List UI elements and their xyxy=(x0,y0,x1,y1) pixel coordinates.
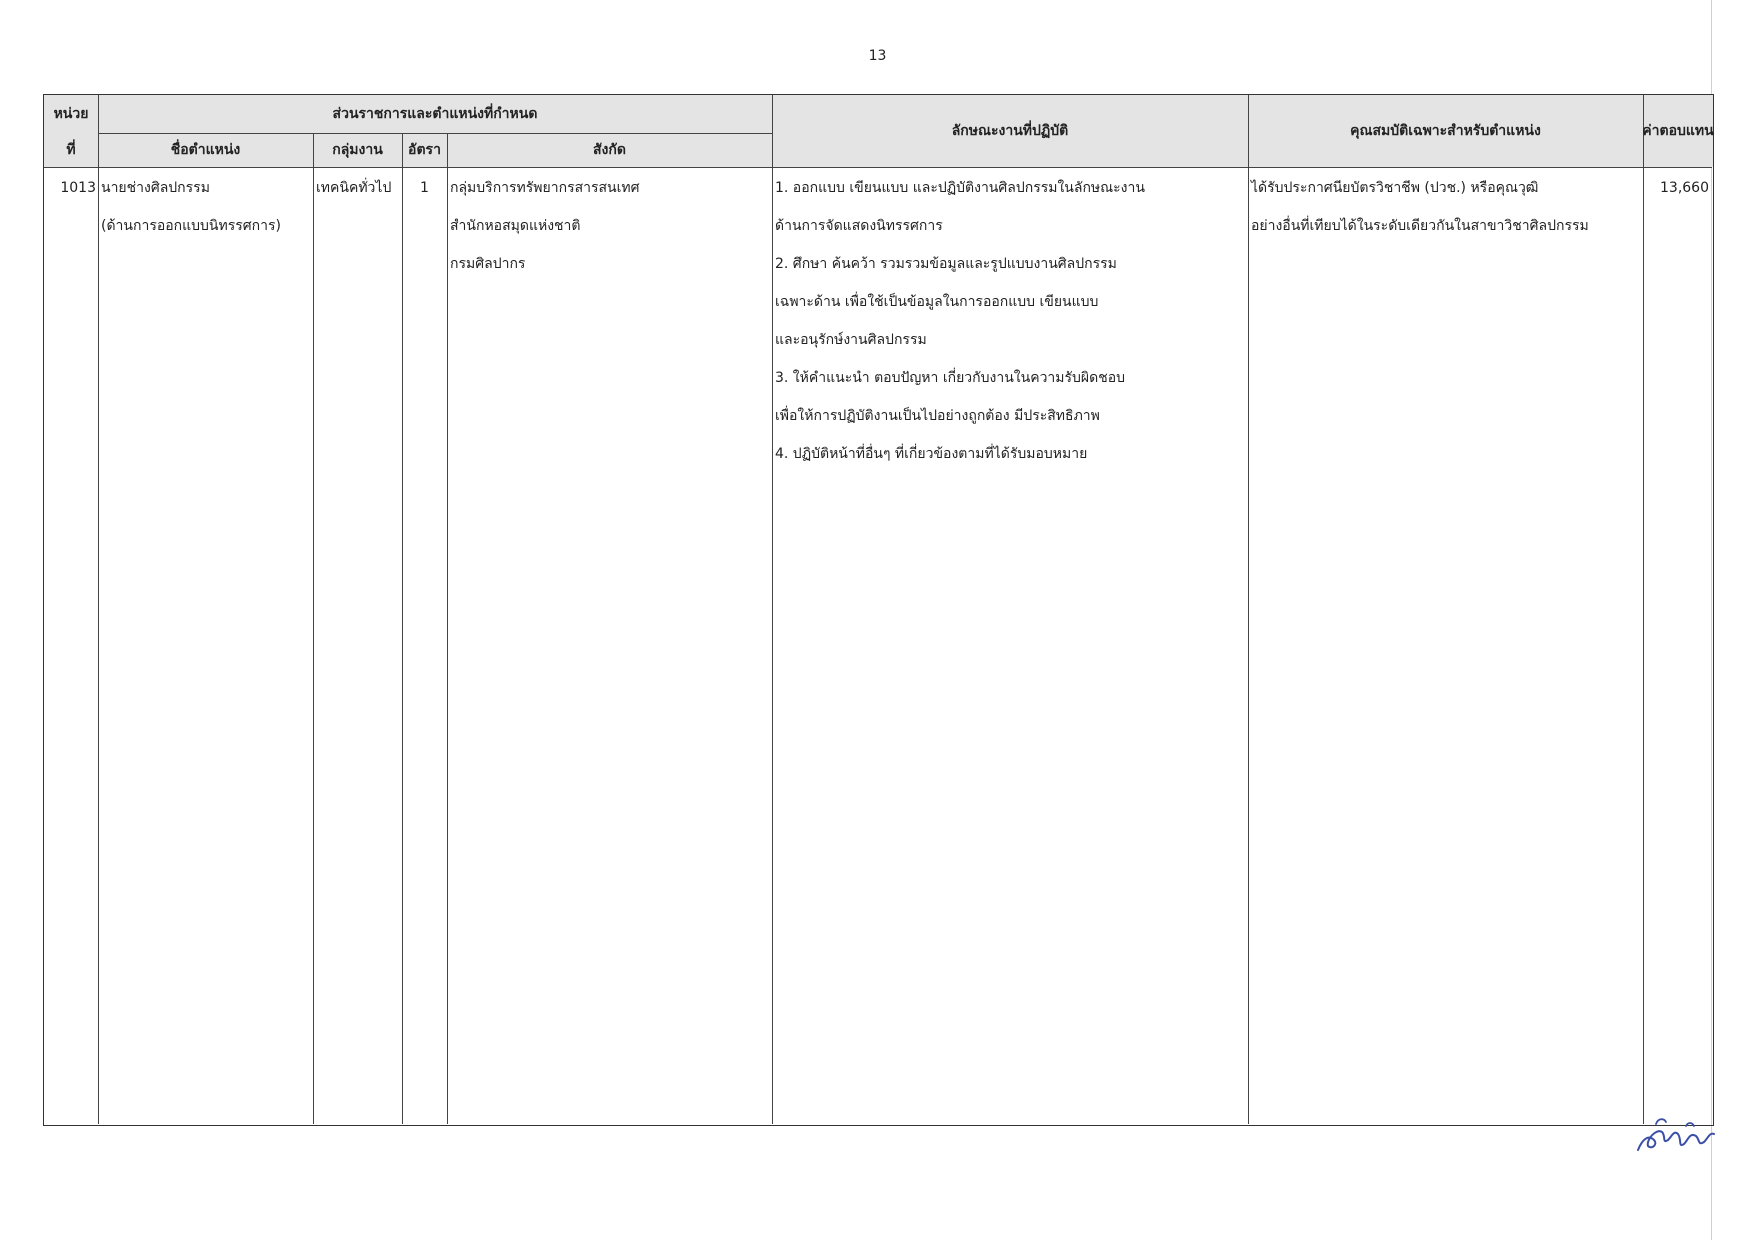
position-table xyxy=(43,94,1714,1126)
duty-line: 3. ให้คำแนะนำ ตอบปัญหา เกี่ยวกับงานในความรับผิดชอบ xyxy=(775,370,1126,386)
duties-cell xyxy=(775,169,1245,473)
affiliation-line: กลุ่มบริการทรัพยากรสารสนเทศ xyxy=(450,180,640,196)
affiliation-cell xyxy=(450,169,770,283)
position-name-cell xyxy=(101,169,311,245)
header-group-title: ส่วนราชการและตำแหน่งที่กำหนด xyxy=(332,106,538,122)
header-compensation: ค่าตอบแทน xyxy=(1642,123,1714,139)
header-unit-line1: หน่วย xyxy=(53,106,89,122)
col-rule-affiliation xyxy=(772,95,773,1124)
col-rule-position xyxy=(313,133,314,1124)
qualification-line: อย่างอื่นที่เทียบได้ในระดับเดียวกันในสาขาวิชาศิลปกรรม xyxy=(1251,218,1589,234)
page-number: 13 xyxy=(868,48,887,64)
affiliation-line: สำนักหอสมุดแห่งชาติ xyxy=(450,218,581,234)
duty-line: 1. ออกแบบ เขียนแบบ และปฏิบัติงานศิลปกรรมในลักษณะงาน xyxy=(775,180,1145,196)
duty-line: และอนุรักษ์งานศิลปกรรม xyxy=(775,332,927,348)
col-rule-rate xyxy=(447,133,448,1124)
header-affiliation: สังกัด xyxy=(593,142,626,158)
header-qualifications: คุณสมบัติเฉพาะสำหรับตำแหน่ง xyxy=(1350,123,1541,139)
compensation-cell: 13,660 xyxy=(1660,180,1709,196)
unit-number: 1013 xyxy=(60,180,96,196)
header-duties: ลักษณะงานที่ปฏิบัติ xyxy=(951,123,1069,139)
header-job-group: กลุ่มงาน xyxy=(332,142,383,158)
duty-line: ด้านการจัดแสดงนิทรรศการ xyxy=(775,218,943,234)
duty-line: เฉพาะด้าน เพื่อใช้เป็นข้อมูลในการออกแบบ เขียนแบบ xyxy=(775,294,1099,310)
col-rule-duties xyxy=(1248,95,1249,1124)
duty-line: 4. ปฏิบัติหน้าที่อื่นๆ ที่เกี่ยวข้องตามที่ได้รับมอบหมาย xyxy=(775,446,1088,462)
header-position-name: ชื่อตำแหน่ง xyxy=(170,142,241,158)
header-rate: อัตรา xyxy=(408,142,441,158)
col-rule-unit xyxy=(98,95,99,1124)
duty-line: 2. ศึกษา ค้นคว้า รวมรวมข้อมูลและรูปแบบงานศิลปกรรม xyxy=(775,256,1117,272)
col-rule-qualifications xyxy=(1643,95,1644,1124)
qualifications-cell xyxy=(1251,169,1641,245)
duty-line: เพื่อให้การปฏิบัติงานเป็นไปอย่างถูกต้อง มีประสิทธิภาพ xyxy=(775,408,1100,424)
handwritten-signature xyxy=(1628,1110,1718,1160)
position-name-line: (ด้านการออกแบบนิทรรศการ) xyxy=(101,218,281,234)
header-bottom-rule xyxy=(44,167,1712,168)
affiliation-line: กรมศิลปากร xyxy=(450,256,526,272)
job-group-cell: เทคนิคทั่วไป xyxy=(316,180,392,196)
col-rule-jobgroup xyxy=(402,133,403,1124)
rate-cell: 1 xyxy=(420,180,429,196)
qualification-line: ได้รับประกาศนียบัตรวิชาชีพ (ปวช.) หรือคุณวุฒิ xyxy=(1251,180,1539,196)
header-unit-line2: ที่ xyxy=(66,142,76,158)
position-name-line: นายช่างศิลปกรรม xyxy=(101,180,210,196)
